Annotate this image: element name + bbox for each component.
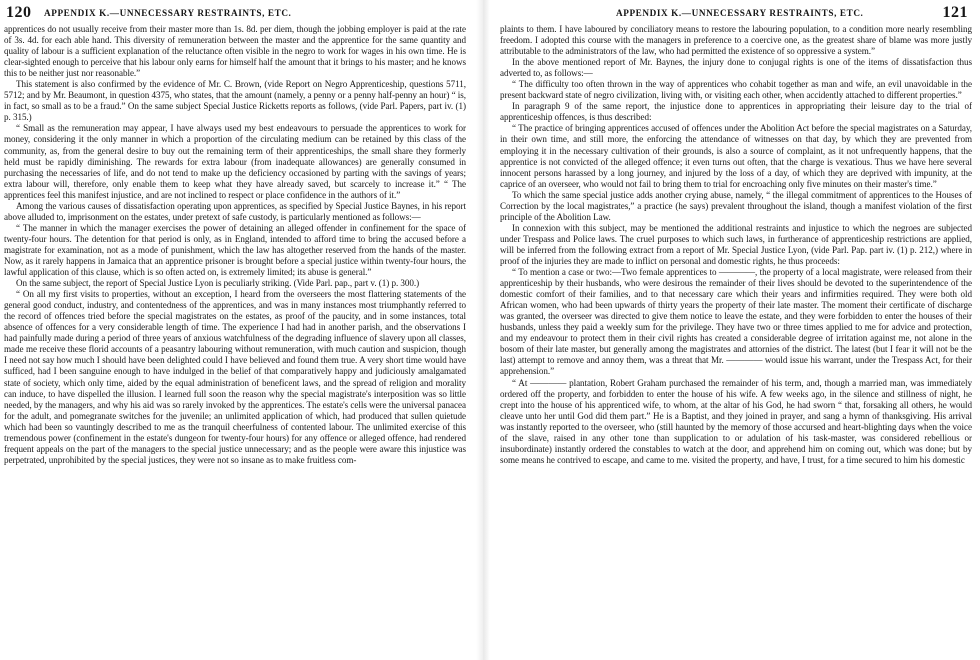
page-body [4, 24, 466, 466]
running-head: APPENDIX K.—UNNECESSARY RESTRAINTS, ETC. [616, 8, 864, 18]
quoted-paragraph: “ At ———— plantation, Robert Graham purchased the remainder of his term, and, though a married man, was immediately ordered off the property, and forbidden to enter the house of his wife. A few weeks ago, in the silence and stillness of night, he crept into the house of his apprenticed wife, to whom, at the altar of his God, he had sworn “ that, forsaking all others, he would cleave unto her until God did them part.” He is a Baptist, and they joined in prayer, and sang a hymn of thanksgiving. His arrival was instantly reported to the overseer, who (still haunted by the memory of those accursed and heart-blighting days when the voice of the slave, raised in any other tone than supplication to or adulation of his task-master, was considered rebellious or insubordinate) instantly ordered the constables to watch at the door, and apprehend him on coming out, which was done; but by some means he contrived to escape, and came to me. visited the property, and have, I trust, for a time secured to him his domestic [500, 377, 972, 465]
quoted-paragraph: “ Small as the remuneration may appear, I have always used my best endeavours to persuade the apprentices to work for money, considering it the only manner in which a proportion of the circulating medium can be retained by this class of the community, as, from the general desire to buy out the remaining term of their apprenticeships, the small share they formerly held must be rapidly diminishing. The rewards for extra labour (from inadequate allowances) are generally consumed in purchasing the necessaries of life, and do not tend to make up the deficiency occasioned by parting with the savings of years; extra labour will, therefore, only enable them to keep what they have already saved, but scarcely to increase it.” “ The apprentices feel this manifest injustice, and are not inclined to respect or place confidence in the authors of it.” [4, 123, 466, 200]
paragraph: To which the same special justice adds another crying abuse, namely, “ the illegal commitment of apprentices to the Houses of Correction by the local magistrates,” a practice (he says) prevalent throughout the island, though a manifest violation of the first principle of the Abolition Law. [500, 189, 972, 222]
left-page [0, 0, 470, 660]
quoted-paragraph: “ To mention a case or two:—Two female apprentices to ————, the property of a local magistrate, were released from their apprenticeship by their husbands, who were desirous the remainder of their lives should be devoted to the superintendence of the domestic comfort of their families, and to that necessary care which their years and infirmities required. They were both old African women, who had been upwards of thirty years the property of their late master. The moment their certificate of discharge was granted, the overseer was directed to give them notice to leave the estate, and they were forbidden to enter the houses of their husbands, unless they paid a weekly sum for the privilege. They have two or three times applied to me for advice and protection, and my endeavour to protect them in their civil rights has created a considerable degree of irritation against me, not alone in the bosom of their late master, but generally among the magistrates and attornies of the district. The latest (but I fear it will not be the last) attempt to remove and annoy them, was a threat that Mr. ———— would issue his warrant, under the Trespass Act, for their apprehension.” [500, 267, 972, 377]
paragraph: On the same subject, the report of Special Justice Lyon is peculiarly striking. (Vide Parl. pap., part v. (1) p. 300.) [16, 278, 420, 289]
paragraph: In paragraph 9 of the same report, the injustice done to apprentices in appropriating their leisure day to the trial of apprenticeship offences, is thus described: [500, 101, 972, 123]
quoted-paragraph: “ On all my first visits to properties, without an exception, I heard from the overseers the most flattering statements of the general good conduct, industry, and contentedness of the apprentices, and was in many instances most triumphantly referred to the record of offences tried before the special magistrates on the estates, as proof of the paucity, and in some instances, total absence of offences for a very considerable length of time. The experience I had had in another parish, and the observations I had painfully made during a period of three years of anxious watchfulness of the degrading influence of slavery upon all classes, made me receive these florid accounts of a peasantry labouring without remuneration, with much caution and suspicion, though I need not say how much I should have been delighted could I have believed and found them true. A very short time would have sufficed, had I been sanguine enough to have indulged in the belief of that comparatively happy and judiciously amalgamated state of society, which only time, aided by the equal administration of beneficent laws, and the spread of religion and morality can induce, to have dispelled the illusion. I learned full soon the reason why the special magistrate's interposition was so little needed, by the managers, and why his aid was so rarely invoked by the apprentices. The estate's cells were the universal panacea for the adult, and pomegranate switches for the juvenile; an unlimited application of which, had produced that sullen quietude which had been so vauntingly described to me as the tranquil cheerfulness of contented labour. The unlimited exercise of this tremendous power (confinement in the estate's dungeon for twenty-four hours) for any offence or alleged offence, had rendered frequent appeals on the part of the managers to the special justice unnecessary; and as the people were aware this injustice was perpetrated, unprohibited by the special justices, they were not so insane as to make fruitless com- [4, 289, 466, 465]
paragraph: Among the various causes of dissatisfaction operating upon apprentices, as specified by Special Justice Baynes, in his report above alluded to, imprisonment on the estates, under pretext of safe custody, is particularly mentioned as follows:— [4, 200, 466, 222]
quoted-paragraph: “ The difficulty too often thrown in the way of apprentices who cohabit together as man and wife, an evil unavoidable in the present backward state of negro civilization, living with, or visiting each other, when accidently attached to different properties.” [500, 79, 972, 101]
book-gutter [476, 0, 490, 660]
running-head: APPENDIX K.—UNNECESSARY RESTRAINTS, ETC. [44, 8, 292, 18]
paragraph: This statement is also confirmed by the evidence of Mr. C. Brown, (vide Report on Negro Apprenticeship, questions 5711, 5712; and by Mr. Beaumont, in question 4375, who states, that the amount (namely, a penny or a penny half-penny an hour) “ is, in fact, so small as to be a fraud.” On the same subject Special Justice Ricketts reports as follows, (vide Parl. Papers, part iv. (1) p. 315.) [4, 79, 466, 123]
paragraph: apprentices do not usually receive from their master more than 1s. 8d. per diem, though the jobbing employer is paid at the rate of 3s. 4d. for each able hand. This diversity of remuneration between the master and the apprentice for the same quantity and quality of labour is a sufficient explanation of the reluctance often visible in the negro to work for wages in his own time. He is clear-sighted enough to perceive that his labour only earns for himself half the amount that it brings to his master; and he knows this to be neither just nor reasonable.” [4, 24, 466, 79]
page-body [500, 24, 972, 466]
quoted-paragraph: “ The practice of bringing apprentices accused of offences under the Abolition Act before the special magistrates on a Saturday, in their own time, and still more, the enforcing the attendance of witnesses on that day, by which they are prevented from employing it in the necessary cultivation of their grounds, is also a source of complaint, as it not unfrequently happens, that the apprentice is not convicted of the alleged offence; it even turns out often, that the charge is vexatious. Thus we have here several innocent persons harassed by a long journey, and injured by the loss of a day, of which they are deprived with impunity, at the caprice of an overseer, who would not fail to bring them to trial for encroaching only five minutes on their master's time.” [500, 123, 972, 189]
quoted-paragraph: “ The manner in which the manager exercises the power of detaining an alleged offender in confinement for the space of twenty-four hours. The detention for that period is only, as in England, intended to afford time to bring the accused before a magistrate for examination, not as a mode of punishment, which the law has altogether reserved from the hands of the master. Now, as it rarely happens in Jamaica that an apprentice prisoner is brought before a special justice within twenty-four hours, the lawful application of this clause, which is so often acted on, is extremely limited; its abuse is general.” [4, 222, 466, 278]
right-page [494, 0, 976, 660]
page-number: 121 [942, 4, 968, 21]
page-number: 120 [6, 4, 32, 21]
paragraph: In connexion with this subject, may be mentioned the additional restraints and injustice to which the negroes are subjected under Trespass and Police laws. The cruel purposes to which such laws, in furtherance of apprenticeship restrictions are applied, will be inferred from the following extract from a report of Mr. Special Justice Lyon, (vide Parl. Pap. part iv. (1) p. 212,) where in proof of the injuries they are made to inflict on personal and domestic rights, he thus proceeds: [500, 222, 972, 266]
page-header [4, 2, 466, 24]
page-header [500, 2, 972, 24]
paragraph: In the above mentioned report of Mr. Baynes, the injury done to conjugal rights is one of the items of dissatisfaction thus adverted to, as follows:— [500, 57, 972, 79]
paragraph: plaints to them. I have laboured by conciliatory means to restore the labouring population, to a condition more nearly resembling freedom. I adopted this course with the managers in preference to a coercive one, as the greatest share of blame was more justly attributable to the administrators of the law, who had permitted the existence of so oppressive a system.” [500, 24, 972, 57]
